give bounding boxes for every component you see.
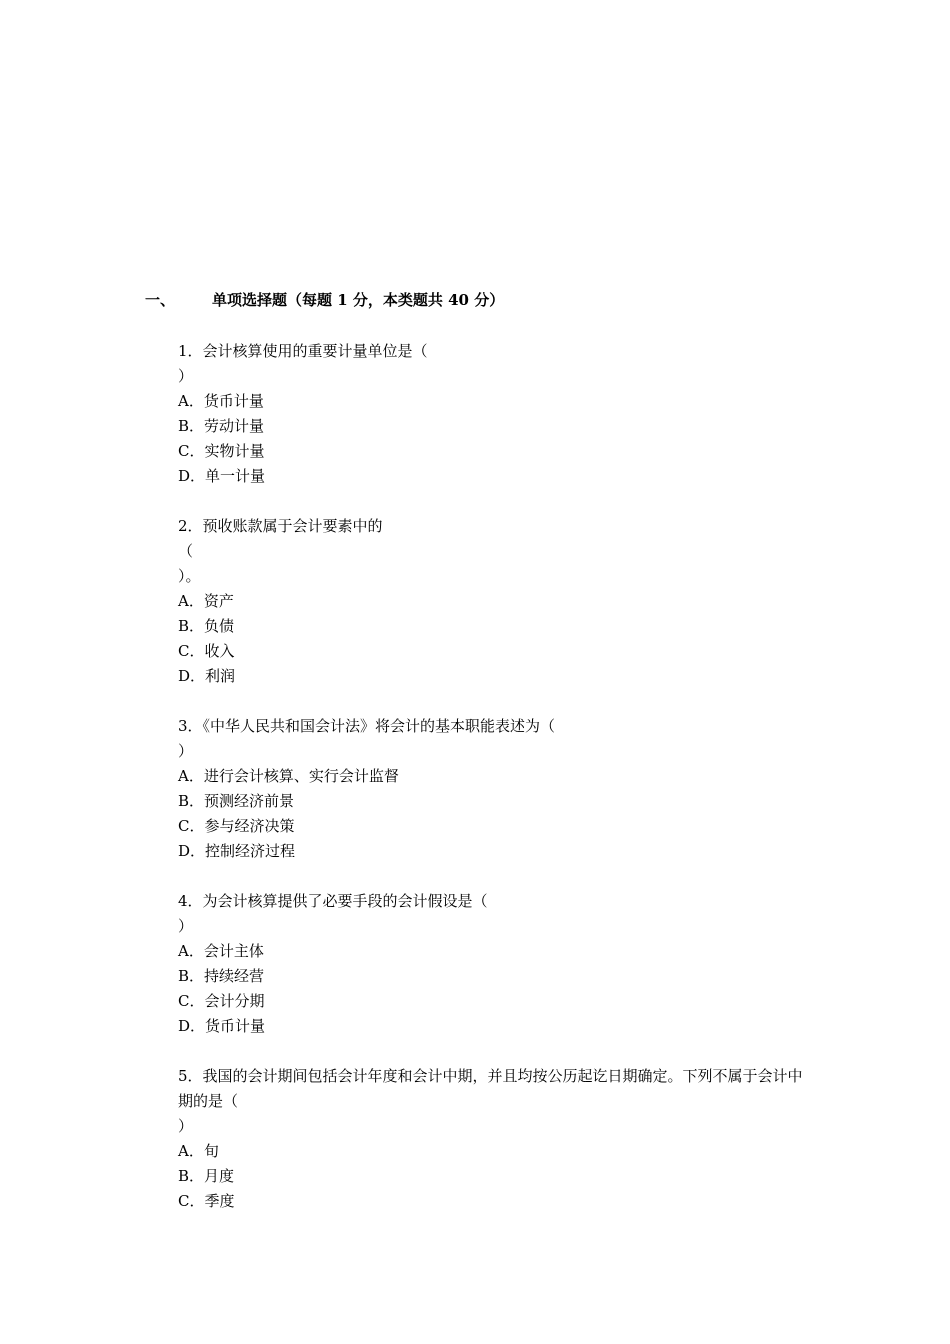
question-stem: 2．预收账款属于会计要素中的 (178, 517, 383, 535)
option-b: B．月度 (178, 1167, 235, 1185)
question-3 (178, 714, 818, 864)
section-heading (145, 290, 504, 310)
question-blank: ） (178, 742, 194, 760)
option-d: D．利润 (178, 667, 236, 685)
option-a: A．货币计量 (178, 392, 264, 410)
question-1 (178, 339, 818, 489)
question-blank-open: （ (178, 542, 194, 560)
question-blank-close: ）。 (178, 567, 201, 585)
option-b: B．持续经营 (178, 967, 265, 985)
option-d: D．控制经济过程 (178, 842, 296, 860)
option-c: C．实物计量 (178, 442, 265, 460)
question-stem: 1．会计核算使用的重要计量单位是（ (178, 342, 428, 360)
section-title: 单项选择题（每题 1 分，本类题共 40 分） (212, 291, 505, 309)
option-a: A．资产 (178, 592, 234, 610)
option-a: A．进行会计核算、实行会计监督 (178, 767, 399, 785)
option-b: B．负债 (178, 617, 235, 635)
question-stem: 4．为会计核算提供了必要手段的会计假设是（ (178, 892, 488, 910)
question-5 (178, 1064, 818, 1214)
option-a: A．旬 (178, 1142, 219, 1160)
question-blank: ） (178, 367, 194, 385)
option-c: C．会计分期 (178, 992, 265, 1010)
option-b: B．劳动计量 (178, 417, 265, 435)
option-c: C．季度 (178, 1192, 235, 1210)
question-2 (178, 514, 818, 689)
option-c: C．收入 (178, 642, 235, 660)
option-d: D．单一计量 (178, 467, 266, 485)
question-blank: ） (178, 1117, 194, 1135)
section-number: 一、 (145, 291, 176, 309)
question-4 (178, 889, 818, 1039)
option-c: C．参与经济决策 (178, 817, 295, 835)
option-b: B．预测经济前景 (178, 792, 295, 810)
option-d: D．货币计量 (178, 1017, 266, 1035)
question-stem: 5．我国的会计期间包括会计年度和会计中期，并且均按公历起讫日期确定。下列不属于会计中期的是（ (178, 1067, 803, 1110)
question-blank: ） (178, 917, 194, 935)
option-a: A．会计主体 (178, 942, 264, 960)
question-stem: 3．《中华人民共和国会计法》将会计的基本职能表述为（ (178, 717, 556, 735)
question-list (178, 339, 818, 1239)
